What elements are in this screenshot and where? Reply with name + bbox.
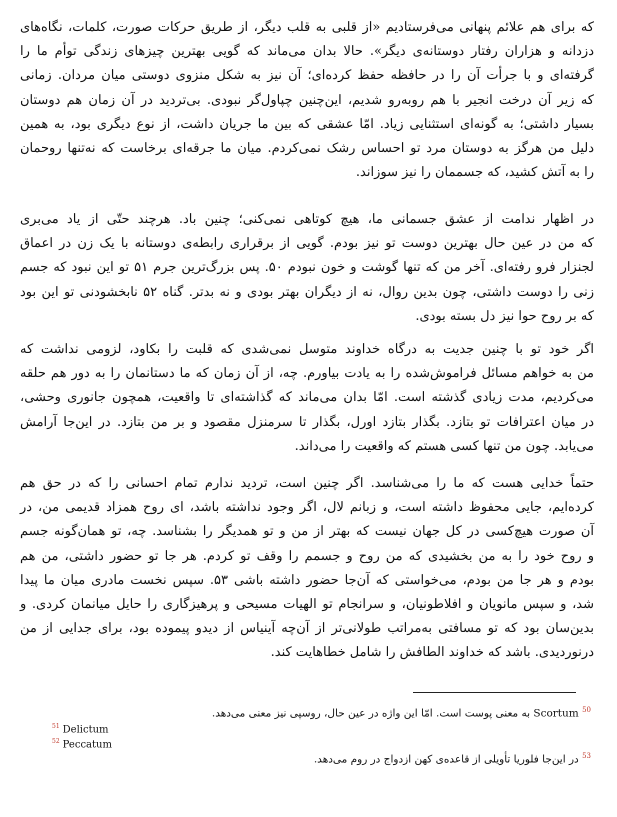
paragraph-line: می‌یابد. چون من تنها کسی هستم که واقعیت را می‌داند. [294,438,594,454]
footnote-text: Scortum به معنی پوست است. امّا این واژه در عین حال، روسپی نیز معنی می‌دهد. [211,707,579,720]
paragraph-line: که برای هم علائم پنهانی می‌فرستادیم «از قلبی به قلب دیگر، از طریق حرکات صورت، کلمات، نگاه‌های [20,20,594,35]
paragraph-line: اگر خود تو با چنین جدیت به درگاه خداوند متوسل نمی‌شدی که قلبت را بکاود، لزومی نداشت که [20,342,594,357]
footnote-51 [52,721,112,736]
paragraph-line: من به خواهم مسائل فراموش‌شده را به یادت بیاورم. چه، از آن زمان که ما دستانمان را به دور هم حلقه [20,366,594,382]
footnote-number: 53 [582,752,591,760]
footnote-text: Peccatum [62,739,112,751]
paragraph-3 [20,338,594,459]
paragraph-line: لجنزار فرو رفته‌ای. آخر من که تنها گوشت و خون نبودم ۵۰. پس بزرگ‌ترین جرم ۵۱ تو این نبود که جسم [20,260,594,276]
paragraph-line: درنوردیدی. باشد که خداوند الطافش را شامل خطاهایت کند. [270,645,594,661]
footnote-text: Delictum [62,724,109,736]
paragraph-line: حتماً خدایی هست که ما را می‌شناسد. اگر چنین است، تردید ندارم تمام احسانی را که در حق هم [20,476,594,491]
paragraph-line: در اظهار ندامت از عشق جسمانی ما، هیچ کوتاهی نمی‌کنی؛ چنین باد. هرچند حتّی از یاد می‌بری [20,212,594,227]
paragraph-2 [20,208,594,329]
paragraph-4 [20,472,594,666]
paragraph-line: زنی را دوست داشتی، چون بدین روال، نه از دیگران بهتر بودی و نه بدتر. گناه ۵۲ نابخشودنی تو این بود [20,284,594,300]
paragraph-line: و روح خود را به من بخشیدی که من روح و جسمم را وقف تو کردم. هر جا تو حضور داشتی، من هم [20,548,594,564]
footnote-number: 50 [582,706,591,714]
paragraph-line: در میان اعترافات تو بتازد. بگذار بتازد اورل، بگذار تا سرمنزل مقصود و بر من بتازد. در این‌جا آرامش [20,414,594,430]
footnote-text: در این‌جا فلوریا تأویلی از قاعده‌ی کهن ازدواج در روم می‌دهد. [313,753,579,766]
footnote-separator [413,692,576,693]
paragraph-line: که زیر آن درخت انجیر با هم روبه‌رو شدیم، این‌چنین چپاول‌گر نبودی. بی‌تردید در آن زمان هم دوستان [20,92,594,108]
latin-footnotes [52,721,112,752]
paragraph-line: کرده‌ایم، جایی محفوظ داشته است، و زبانم لال، اگر وجود نداشته باشد، ای روح همزاد قدیمی من، در [20,500,594,516]
paragraph-1 [20,16,594,185]
footnote-50 [71,703,591,721]
paragraph-line: که من در عین حال بهترین دوست تو نیز بودم. گویی از برقراری رابطه‌ی دوستانه با یک زن در اعماق [20,236,594,252]
paragraph-line: بودم و هر جا من بودم، می‌خواستی که آن‌جا حضور داشته باشی ۵۳. سپس نخست مادری میان ما پیدا [20,572,595,588]
paragraph-line: شد، و سپس مانویان و افلاطونیان، و سرانجام تو الهیات مسیحی و پرهیزگاری را حایل میانمان کردی. و [20,597,594,613]
paragraph-line: که بر روح حوا نیز دل بسته بودی. [415,308,594,324]
footnote-number: 51 [52,723,60,730]
paragraph-line: می‌کردیم، مدت زیادی گذشته است. امّا بدان می‌ماند که گذاشته‌ای تا واقعیت، همچون جانوری وحشی، [20,390,594,406]
paragraph-line: بسیار داشتی؛ به گونه‌ای استثنایی زیاد. امّا عشقی که بین ما جریان داشت، از نوع دیگری بود، به همین [20,116,594,132]
paragraph-line: آن صورت هیچ‌کسی در کل جهان نیست که بهتر از من و تو همدیگر را بشناسد. چه، تو همان‌گونه جسم [20,524,594,540]
paragraph-line: دزدانه و هزاران رفتار دوستانه‌ی دیگر». حالا بدان می‌ماند که گویی بهترین چیزهای زندگی توأم ما را [20,44,594,60]
footnote-53 [71,749,591,767]
paragraph-line: دلیل من هرگز به دوستان مرد تو احساس رشک نمی‌کردم. میان ما جرقه‌ای برخاست که نه‌تنها روحمان [20,141,594,157]
paragraph-line: را به آتش کشید، که جسممان را نیز سوزاند. [355,165,594,181]
paragraph-line: گرفته‌ای و با جرأت آن را در حافظه حفظ کرده‌ای؛ آن نیز به شکل منزوی دوستی میان مردان. زمانی [20,68,594,84]
paragraph-line: بدین‌سان بود که تو مسافتی به‌مراتب طولانی‌تر از آن‌چه آینیاس از دیدو پیموده بود، برای جدایی از من [20,621,594,637]
footnote-number: 52 [52,738,60,746]
